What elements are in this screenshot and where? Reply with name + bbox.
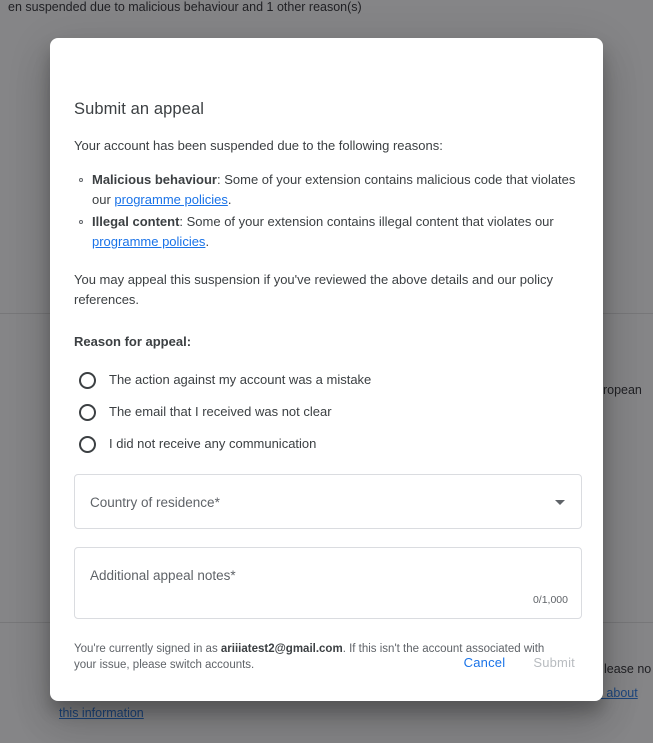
radio-option-label: I did not receive any communication — [109, 436, 317, 451]
appeal-note-text: You may appeal this suspension if you've reviewed the above details and our policy references. — [74, 272, 553, 307]
appeal-dialog — [50, 38, 603, 701]
radio-option-no-communication[interactable] — [74, 428, 582, 460]
reason-term: Illegal content — [92, 214, 180, 229]
programme-policies-link[interactable]: programme policies — [114, 192, 228, 207]
radio-option-label: The action against my account was a mistake — [109, 372, 372, 387]
reason-term: Malicious behaviour — [92, 172, 217, 187]
dialog-actions — [452, 646, 587, 679]
dialog-content — [74, 136, 582, 685]
additional-appeal-notes-input[interactable] — [74, 547, 582, 619]
cancel-button[interactable]: Cancel — [452, 646, 518, 679]
reason-text-before: : Some of your extension contains illegal content that violates our — [179, 214, 554, 229]
radio-circle-icon — [79, 372, 96, 389]
additional-appeal-notes-label: Additional appeal notes* — [90, 568, 236, 583]
list-item — [92, 170, 582, 210]
programme-policies-link[interactable]: programme policies — [92, 234, 206, 249]
signed-in-prefix: You're currently signed in as — [74, 643, 221, 655]
reason-for-appeal-label: Reason for appeal: — [74, 334, 192, 349]
radio-option-mistake[interactable] — [74, 364, 582, 396]
chevron-down-icon — [555, 500, 565, 505]
radio-circle-icon — [79, 404, 96, 421]
list-item — [92, 212, 582, 252]
signed-in-email: ariiiatest2@gmail.com — [220, 643, 343, 655]
intro-text: Your account has been suspended due to the following reasons: — [74, 138, 443, 153]
page-title: Submit an appeal — [74, 100, 205, 118]
radio-option-label: The email that I received was not clear — [109, 404, 332, 419]
radio-circle-icon — [79, 436, 96, 453]
reason-text-after: . — [227, 192, 232, 207]
character-counter: 0/1,000 — [532, 594, 568, 606]
appeal-reason-radio-group — [74, 364, 582, 460]
radio-option-email-unclear[interactable] — [74, 396, 582, 428]
signed-in-suffix: . If this isn't the account associated with your issue, please switch accounts. — [74, 643, 545, 671]
country-of-residence-select[interactable] — [74, 474, 582, 529]
reason-text-after: . — [205, 234, 210, 249]
reason-text-before: : Some of your extension contains malicious code that violates our — [92, 172, 576, 207]
country-of-residence-label: Country of residence* — [90, 495, 220, 510]
suspension-reason-list — [74, 170, 582, 252]
submit-button[interactable]: Submit — [521, 646, 587, 679]
